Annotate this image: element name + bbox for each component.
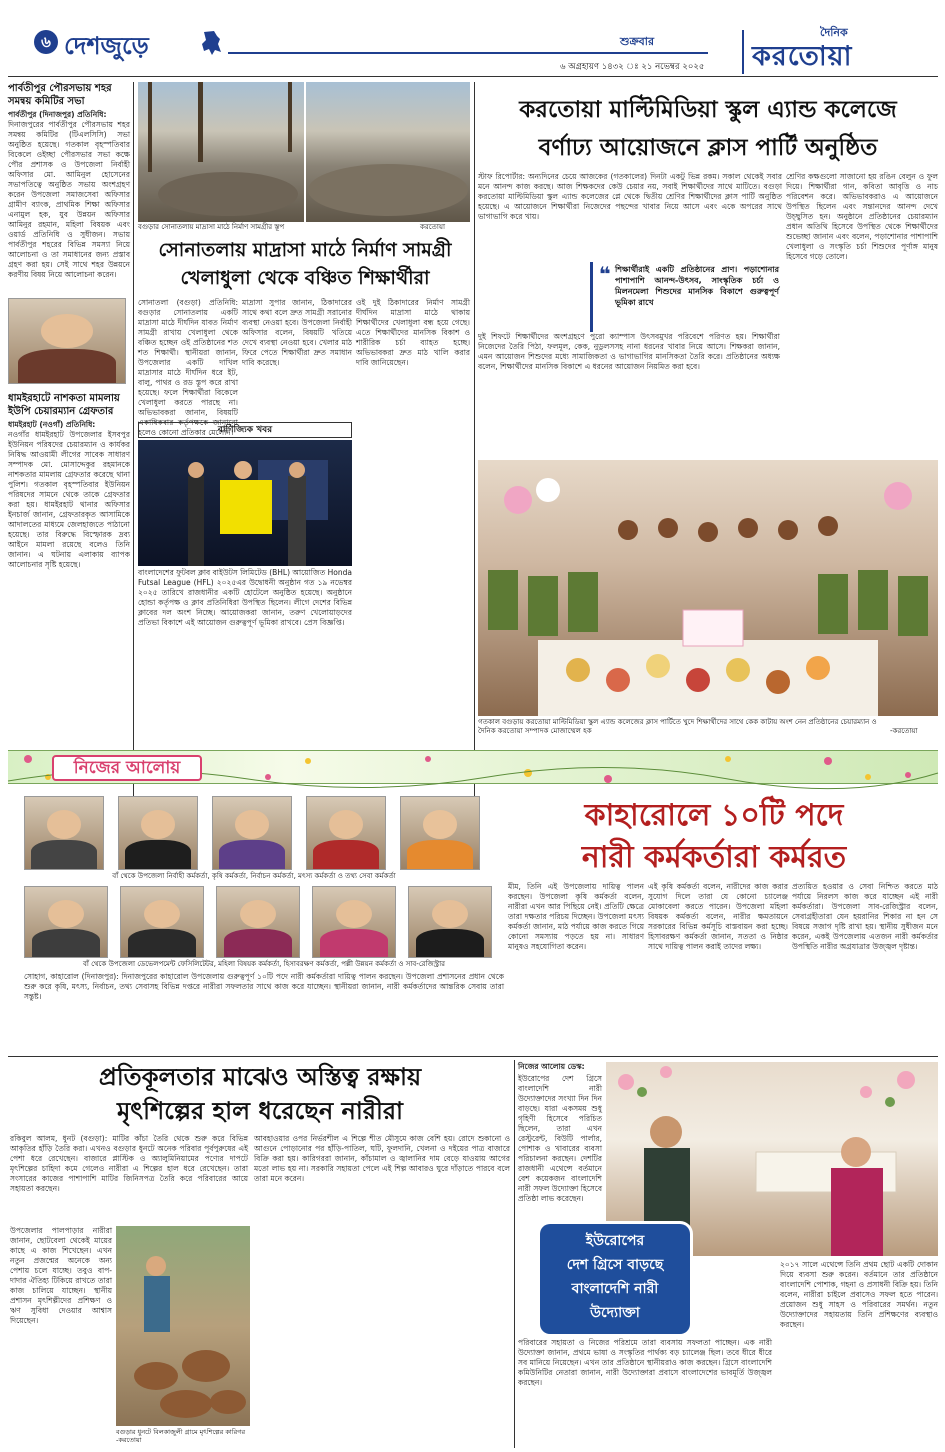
kaharole-body-col1: সোহাগ, কাহারোল (দিনাজপুর): দিনাজপুরের কাহারোল উপজেলায় গুরুত্বপূর্ণ ১০টি পদে নারী কর্মকর্তারা দায়িত্ব পালন করছেন। উপজেলা প্রশাসনের প্রধান থেকে শুরু করে কৃষি, মৎস্য, নির্বাচন, তথ্য সেবাসহ বিভিন্ন দপ্তরে নারীরা সফলতার সাথে কাজ করে যাচ্ছেন। স্থানীয়রা জানান, নারী কর্মকর্তাদের আন্তরিক সেবায় তারা সন্তুষ্ট। — [24, 972, 504, 1001]
madrasa-photo-credit: করতোয়া — [420, 223, 445, 231]
greece-body-col3: ২০১৭ সালে এথেন্সে তিনি প্রথম ছোট একটি দোকান দিয়ে ব্যবসা শুরু করেন। বর্তমানে তার প্রতিষ্ঠানে বাংলাদেশি পোশাক, গহনা ও প্রসাধনী বিক্রি হয়। তিনি বলেন, নারীরা চাইলে প্রবাসেও সফল হতে পারেন। প্রয়োজন শুধু সাহস ও পরিবারের সমর্থন। নতুন উদ্যোক্তাদের সহায়তায় তিনি প্রশিক্ষণের ব্যবস্থাও করছেন। — [780, 1260, 938, 1329]
officer-portrait-9 — [312, 886, 396, 958]
greece-badge-line4: উদ্যোক্তা — [590, 1305, 640, 1321]
class-party-credit: -করতোয়া — [890, 727, 918, 735]
officer-portrait-10 — [408, 886, 492, 958]
issue-day: শুক্রবার — [620, 35, 655, 48]
chairman-portrait — [8, 298, 126, 384]
paper-prefix: দৈনিক — [820, 26, 848, 39]
officer-portrait-6 — [24, 886, 108, 958]
officer-portrait-5 — [400, 796, 480, 870]
kaharole-body-col3: এই কৃষি কর্মকর্তা বলেন, নারীদের কাজ করার সুযোগ দিলে তারা যে কোনো চ্যালেঞ্জ মোকাবেলা করতে পারেন। উপজেলা মহিলা বিষয়ক কর্মকর্তা বলেন, নারীর ক্ষমতায়নে সরকারের বিভিন্ন কর্মসূচি বাস্তবায়ন করা হচ্ছে। হিসাবরক্ষণ কর্মকর্তা জানান, সততা ও নিষ্ঠার সাথে দায়িত্ব পালন করাই তাদের লক্ষ্য। — [648, 882, 788, 951]
kaharole-headline-line2: নারী কর্মকর্তারা কর্মরত — [581, 840, 847, 875]
portrait-row-2 — [24, 886, 504, 958]
officer-portrait-3 — [212, 796, 292, 870]
story-parbatipur-headline: পার্বতীপুর পৌরসভায় শহর সমন্বয় কমিটির সভা — [8, 83, 112, 107]
nijer-aloy-banner — [8, 750, 938, 784]
quote-mark-icon: ❝ — [599, 262, 611, 286]
school-headline-line1: করতোয়া মাল্টিমিডিয়া স্কুল এ্যান্ড কলেজে — [519, 96, 897, 123]
school-quote-box — [590, 262, 780, 332]
commercial-label: বাণিজ্যিক খবর — [138, 422, 352, 438]
school-body-col2: দুই শিফটে শিক্ষার্থীদের অংশগ্রহণে পুরো ক্যাম্পাস উৎসবমুখর পরিবেশে পরিণত হয়। শিক্ষার্থীরা নিজেদের তৈরি পিঠা, ফলমূল, কেক, নুডুলসসহ নানা ধরনের খাবার নিয়ে আসে। শিক্ষকরা জানান, এমন আয়োজন শিশুদের মধ্যে সামাজিকতা ও ভাগাভাগির মানসিকতা তৈরি করে। প্রতিষ্ঠানের অধ্যক্ষ বলেন, শিক্ষার্থীদের মানসিক বিকাশে এ ধরনের আয়োজন নিয়মিত করা হবে। — [478, 332, 780, 371]
kaharole-body-col2: মীম, তিনি এই উপজেলায় দায়িত্ব পালন করছেন। উপজেলা কৃষি কর্মকর্তা বলেন, নারীরা এখন আর পিছিয়ে নেই। প্রতিটি ক্ষেত্রে তারা দক্ষতার পরিচয় দিচ্ছেন। উপজেলা মৎস্য কর্মকর্তা জানান, মাঠ পর্যায়ে কাজ করতে গিয়ে কোনো সমস্যায় পড়তে হয় না। সাধারণ মানুষও সহযোগিতা করেন। — [508, 882, 644, 951]
kaharole-body-col4: প্রত্যয়িত হওয়ার ও সেবা নিশ্চিত করতে মাঠ পর্যায়ে নিরলস কাজ করে যাচ্ছেন এই নারী কর্মকর্তারা। উপজেলা সাব-রেজিস্ট্রার বলেন, সেবাগ্রহীতারা যেন হয়রানির শিকার না হন সে বিষয়ে সজাগ দৃষ্টি রাখা হয়। স্থানীয় সুধীজন মনে করেন, একই উপজেলায় এতজন নারী কর্মকর্তার উপস্থিতি নারীর অগ্রযাত্রার উজ্জ্বল দৃষ্টান্ত। — [792, 882, 938, 951]
officer-portrait-8 — [216, 886, 300, 958]
paper-name: করতোয়া — [752, 41, 853, 72]
story-parbatipur-body: দিনাজপুরের পার্বতীপুর পৌরসভায় শহর সমন্বয় কমিটির (টিএলসিসি) সভা অনুষ্ঠিত হয়েছে। গতকাল বৃহস্পতিবার বিকেলে ওইচ্ছা পৌরসভার সভা কক্ষে পৌর প্রশাসক ও উপজেলা নির্বাহী অফিসার মো. আমিনুল হোসেনের সভাপতিত্বে অনুষ্ঠিত সভায় অংশগ্রহণ করেন উপজেলা সমাজসেবা অফিসার গ্রামীণ ব্যাংক, প্রাথমিক শিক্ষা অফিসার এনামুল হক, যুব উন্নয়ন অফিসার আমিনুর রহমান, মহিলা বিষয়ক এবং ওয়ার্ড প্রতিনিধি ও সুধীজন। সভায় পার্বতীপুর শহরের বিভিন্ন সমস্যা নিয়ে আলোচনা ও তা সমাধানের জন্য প্রস্তাব গ্রহণ করা হয়। সেই সাথে শহর উন্নয়নে করণীয় বিষয় নিয়ে আলোচনা করেন। — [8, 120, 130, 279]
greece-body-col1: ইউরোপের দেশ গ্রিসে বাংলাদেশি নারী উদ্যোক্তাদের সংখ্যা দিন দিন বাড়ছে। যারা একসময় শুধু গৃহিণী হিসেবে পরিচিত ছিলেন, তারা এখন রেস্টুরেন্ট, বিউটি পার্লার, পোশাক ও খাবারের ব্যবসা পরিচালনা করছেন। দেশটির রাজধানী এথেন্সে বর্তমানে বেশ কয়েকজন বাংলাদেশি নারী সফল উদ্যোক্তা হিসেবে প্রতিষ্ঠা লাভ করেছেন। — [518, 1074, 602, 1203]
pottery-right-divider — [514, 1060, 515, 1448]
class-party-photo — [478, 460, 938, 716]
school-body-col3: শ্রেণির কক্ষগুলো সাজানো হয় রঙিন বেলুন ও ফুল দিয়ে। শিক্ষার্থীরা গান, কবিতা আবৃত্তি ও নাচ পরিবেশন করে। অভিভাবকরাও এ আয়োজনে উপস্থিত ছিলেন এবং সন্তানদের আনন্দ দেখে উচ্ছ্বসিত হন। অনুষ্ঠানে প্রতিষ্ঠানের চেয়ারম্যান প্রধান অতিথি হিসেবে উপস্থিত থেকে শিক্ষার্থীদের শুভেচ্ছা জানান এবং বলেন, পড়াশোনার পাশাপাশি খেলাধুলা ও সংস্কৃতি চর্চা শিশুদের পূর্ণাঙ্গ মানুষ হিসেবে গড়ে তোলে। — [786, 172, 938, 261]
greece-body-col2: পরিবারের সহায়তা ও নিজের পরিশ্রমে তারা ব্যবসায় সফলতা পাচ্ছেন। এক নারী উদ্যোক্তা জানান, প্রথমে ভাষা ও সংস্কৃতির পার্থক্য বড় চ্যালেঞ্জ ছিল। তবে ধীরে ধীরে সব মানিয়ে নিয়েছেন। এখন তার প্রতিষ্ঠানে স্থানীয়রাও কাজ করছেন। গ্রিসে বাংলাদেশি কমিউনিটির নেতারা জানান, নারী উদ্যোক্তারা প্রবাসে বাংলাদেশের ভাবমূর্তি উজ্জ্বল করছেন। — [518, 1338, 772, 1387]
portrait-row-2-caption: বাঁ থেকে উপজেলা ডেভেলপমেন্ট ফেসিলিটেটর, মহিলা বিষয়ক কর্মকর্তা, হিসাবরক্ষণ কর্মকর্তা, পল্লী উন্নয়ন কর্মকর্তা ও সাব-রেজিস্ট্রার — [83, 960, 445, 968]
officer-portrait-1 — [24, 796, 104, 870]
pottery-body-col2: আবহাওয়ার ওপর নির্ভরশীল এ শিল্পে শীত মৌসুমে কাজ বেশি হয়। রোদে শুকানো ও আগুনে পোড়ানোর পর হাঁড়ি-পাতিল, ঘটি, ফুলদানি, খেলনা ও দইয়ের পাত্র বাজারে বিক্রি করা হয়। কারিগররা জানান, কাঁচামাল ও জ্বালানির দাম বেড়ে যাওয়ায় আগের মতো লাভ হয় না। সরকারি সহায়তা পেলে এই শিল্প আবারও ঘুরে দাঁড়াতে পারবে বলে তারা মনে করেন। — [254, 1134, 510, 1183]
officer-portrait-4 — [306, 796, 386, 870]
officer-portrait-7 — [120, 886, 204, 958]
madrasa-body-col3: ওই দুই ঠিকাদারের নির্মাণ সামগ্রী দীর্ঘদিন মাদ্রাসা মাঠে থাকায় শিক্ষার্থীদের খেলাধুলা বন্ধ হয়ে গেছে। এতে শিক্ষার্থীদের মানসিক বিকাশ ও শারীরিক চর্চা ব্যাহত হচ্ছে। অভিভাবকরা দ্রুত মাঠ খালি করার দাবি জানিয়েছেন। — [356, 298, 470, 367]
left-news-column — [8, 82, 130, 802]
madrasa-photo-caption: বগুড়ার সোনাতলায় মাদ্রাসা মাঠে নির্মাণ সামগ্রীর স্তূপ — [138, 223, 285, 231]
greece-badge-line1: ইউরোপের — [585, 1233, 645, 1249]
portrait-row-1 — [24, 796, 484, 870]
class-party-caption: গতকাল বগুড়ায় করতোয়া মাল্টিমিডিয়া স্কুল এ্যান্ড কলেজের ক্লাস পার্টিতে খুদে শিক্ষার্থীদের সাথে কেক কাটায় অংশ নেন প্রতিষ্ঠানের চেয়ারম্যান ও দৈনিক করতোয়া সম্পাদক মোজাম্মেল হক — [478, 718, 877, 735]
masthead-divider — [742, 30, 744, 74]
officer-portrait-2 — [118, 796, 198, 870]
left-column-divider — [133, 82, 134, 802]
pottery-photo-caption: বগুড়ার ধুনটে বিলকাজুলী গ্রামে মৃৎশিল্পের কারিগর -করতোয়া — [116, 1428, 246, 1444]
greece-badge-line2: দেশ গ্রিসে বাড়ছে — [566, 1257, 664, 1273]
madrasa-headline: সোনাতলায় মাদ্রাসা মাঠে নির্মাণ সামগ্রী খেলাধুলা থেকে বঞ্চিত শিক্ষার্থীরা — [158, 239, 452, 289]
school-body-col1: স্টাফ রিপোর্টার: অন্যদিনের চেয়ে আজকের (গতকালের) দিনটা একটু ভিন্ন রকম। সকাল থেকেই সবার মনে আনন্দ কাজ করছে। আজ শিক্ষকদের কেউ চেয়ার নয়, সবাই শিক্ষার্থীদের সাথে মাটিতে। বগুড়া করতোয়া মাল্টিমিডিয়া স্কুল এ্যান্ড কলেজের প্লে থেকে দ্বিতীয় শ্রেণির শিক্ষার্থীদের ক্লাস পার্টি অনুষ্ঠিত হয়েছে। এ আয়োজনে শিক্ষার্থীরা নিজেদের পছন্দের খাবার নিয়ে আসে এবং একে অপরের সাথে ভাগাভাগি করে খায়। — [478, 172, 782, 221]
commercial-event-photo — [138, 440, 352, 566]
nijer-aloy-title: নিজের আলোয় — [52, 755, 202, 781]
page-number-badge: ৬ — [34, 30, 58, 54]
school-headline-line2: বর্ণাঢ্য আয়োজনে ক্লাস পার্টি অনুষ্ঠিত — [538, 134, 878, 161]
bangladesh-map-icon — [200, 30, 222, 56]
greece-dateline: নিজের আলোয় ডেস্ক: — [518, 1062, 585, 1071]
top-rule — [228, 52, 708, 54]
madrasa-right-divider — [474, 82, 475, 802]
middle-section-rule — [8, 1056, 938, 1057]
pottery-photo — [116, 1226, 250, 1426]
story-dhamoirhat-dateline: ধামইরহাট (নওগাঁ) প্রতিনিধি: — [8, 420, 96, 429]
commercial-body: বাংলাদেশের ফুটবল ক্লাব বাইউটস লিমিটেড (BHL) আয়োজিত Honda Futsal League (HFL) ২০২৫এর উদ্বোধনী অনুষ্ঠান গত ১৯ নভেম্বর ২০২৫ তারিখে রাজধানীর একটি হোটেলে অনুষ্ঠিত হয়েছে। অনুষ্ঠানে হোন্ডা কর্তৃপক্ষ ও ক্লাব প্রতিনিধিরা উপস্থিত ছিলেন। লীগে দেশের বিভিন্ন ক্লাবের দল অংশ নিচ্ছে। আয়োজকরা জানান, তরুণ খেলোয়াড়দের প্রতিভা বিকাশে এই আয়োজন গুরুত্বপূর্ণ ভূমিকা রাখবে। প্রেস বিজ্ঞপ্তি। — [138, 568, 352, 627]
pottery-headline-line2: মৃৎশিল্পের হাল ধরেছেন নারীরা — [116, 1096, 404, 1125]
portrait-row-1-caption: বাঁ থেকে উপজেলা নির্বাহী কর্মকর্তা, কৃষি কর্মকর্তা, নির্বাচন কর্মকর্তা, মৎস্য কর্মকর্তা ও তথ্য সেবা কর্মকর্তা — [112, 872, 396, 880]
story-parbatipur-dateline: পার্বতীপুর (দিনাজপুর) প্রতিনিধি: — [8, 110, 107, 119]
kaharole-headline-line1: কাহারোলে ১০টি পদে — [584, 798, 844, 833]
issue-date: ৬ অগ্রহায়ণ ১৪৩২ ঃ ২১ নভেম্বর ২০২৫ — [560, 62, 705, 72]
pottery-body-col1: রকিবুল আলম, ধুনট (বগুড়া): মাটির কাঁচা তৈরি থেকে শুরু করে বিভিন্ন আকৃতির হাঁড়ি তৈরি করা। এখনও বগুড়ার ধুনটে অনেক পরিবার পূর্বপুরুষের এই পেশা ধরে রেখেছেন। বাজারে প্লাস্টিক ও অ্যালুমিনিয়ামের পণ্যের দাপটে মৃৎশিল্পের চাহিদা কমে গেলেও নারীরা এ শিল্পের হাল ধরে রেখেছেন। তারা সংসারের কাজের পাশাপাশি মাটির জিনিসপত্র তৈরি করে পরিবারের আয়ে সহায়তা করছেন। — [10, 1134, 248, 1193]
pottery-body-col3: উপজেলার পালপাড়ার নারীরা জানান, ছোটবেলা থেকেই মায়ের কাছে এ কাজ শিখেছেন। এখন নতুন প্রজন্মের অনেকে অন্য পেশায় চলে যাচ্ছে। তবুও বাপ-দাদার ঐতিহ্য টিকিয়ে রাখতে তারা কাজ চালিয়ে যাচ্ছেন। স্থানীয় প্রশাসন মৃৎশিল্পীদের প্রশিক্ষণ ও ঋণ সুবিধা দেওয়ার আশ্বাস দিয়েছেন। — [10, 1226, 112, 1325]
school-quote-text: শিক্ষার্থীরাই একটি প্রতিষ্ঠানের প্রাণ। পড়াশোনার পাশাপাশি আনন্দ-উৎসব, সাংস্কৃতিক চর্চা ও মিলনমেলা শিশুদের মানসিক বিকাশে গুরুত্বপূর্ণ ভূমিকা রাখে — [615, 265, 779, 307]
greece-headline-badge — [540, 1224, 690, 1334]
madrasa-body-col1: সোনাতলা (বগুড়া) প্রতিনিধি: বগুড়ার সোনাতলায় একটি মাদ্রাসা মাঠে দীর্ঘদিন যাবত নির্মাণ সামগ্রী রাখায় খেলাধুলা থেকে বঞ্চিত হচ্ছেন ওই প্রতিষ্ঠানের শত শত শিক্ষার্থী। স্থানীয়রা জানান, উপজেলার একটি দাখিল মাদ্রাসার মাঠে দীর্ঘদিন ধরে ইট, বালু, পাথর ও রড স্তূপ করে রাখা হয়েছে। ফলে শিক্ষার্থীরা বিকেলে খেলাধুলা করতে পারছে না। অভিভাবকরা জানান, বিষয়টি একাধিকবার কর্তৃপক্ষকে জানানো হলেও কোনো প্রতিকার মেলেনি। — [138, 298, 238, 437]
pottery-headline-line1: প্রতিকূলতার মাঝেও অস্তিত্ব রক্ষায় — [98, 1062, 422, 1091]
greece-badge-line3: বাংলাদেশি নারী — [571, 1281, 659, 1297]
madrasa-photo — [138, 82, 470, 222]
story-dhamoirhat-headline: ধামইরহাটে নাশকতা মামলায় ইউপি চেয়ারম্যান গ্রেফতার — [8, 393, 120, 417]
masthead — [0, 0, 945, 72]
madrasa-body-col2: মাদ্রাসা সুপার জানান, ঠিকাদারের সাথে কথা বলে দ্রুত সামগ্রী সরানোর ব্যবস্থা নেওয়া হবে। উপজেলা নির্বাহী অফিসার বলেন, বিষয়টি খতিয়ে দেখে ব্যবস্থা নেওয়া হবে। খেলার মাঠ ফিরে পেতে শিক্ষার্থীরা দ্রুত সমাধান দাবি করেছে। — [242, 298, 352, 367]
story-dhamoirhat-body: নওগাঁর ধামইরহাট উপজেলার ইসবপুর ইউনিয়ন পরিষদের চেয়ারম্যান ও কার্যকর নিষিদ্ধ আওয়ামী লীগের সাবেক সাধারণ সম্পাদক মো. মোসাদ্দেকুর রহমানকে নাশকতার মামলায় গ্রেফতার করেছে থানা পুলিশ। গতকাল বৃহস্পতিবার ইউনিয়ন পরিষদের সামনে থেকে তাকে গ্রেফতার করা হয়। ধামইরহাট থানার অফিসার ইনচার্জ জানান, গ্রেফতারকৃত আসামিকে আদালতের মাধ্যমে জেলহাজতে পাঠানো হয়েছে। তার বিরুদ্ধে বিস্ফোরক দ্রব্য আইনে মামলা রয়েছে বলেও তিনি জানান। এ ঘটনায় এলাকায় ব্যাপক আলোচনার সৃষ্টি হয়েছে। — [8, 430, 130, 569]
section-title: দেশজুড়ে — [64, 31, 149, 60]
masthead-rule — [8, 76, 938, 77]
